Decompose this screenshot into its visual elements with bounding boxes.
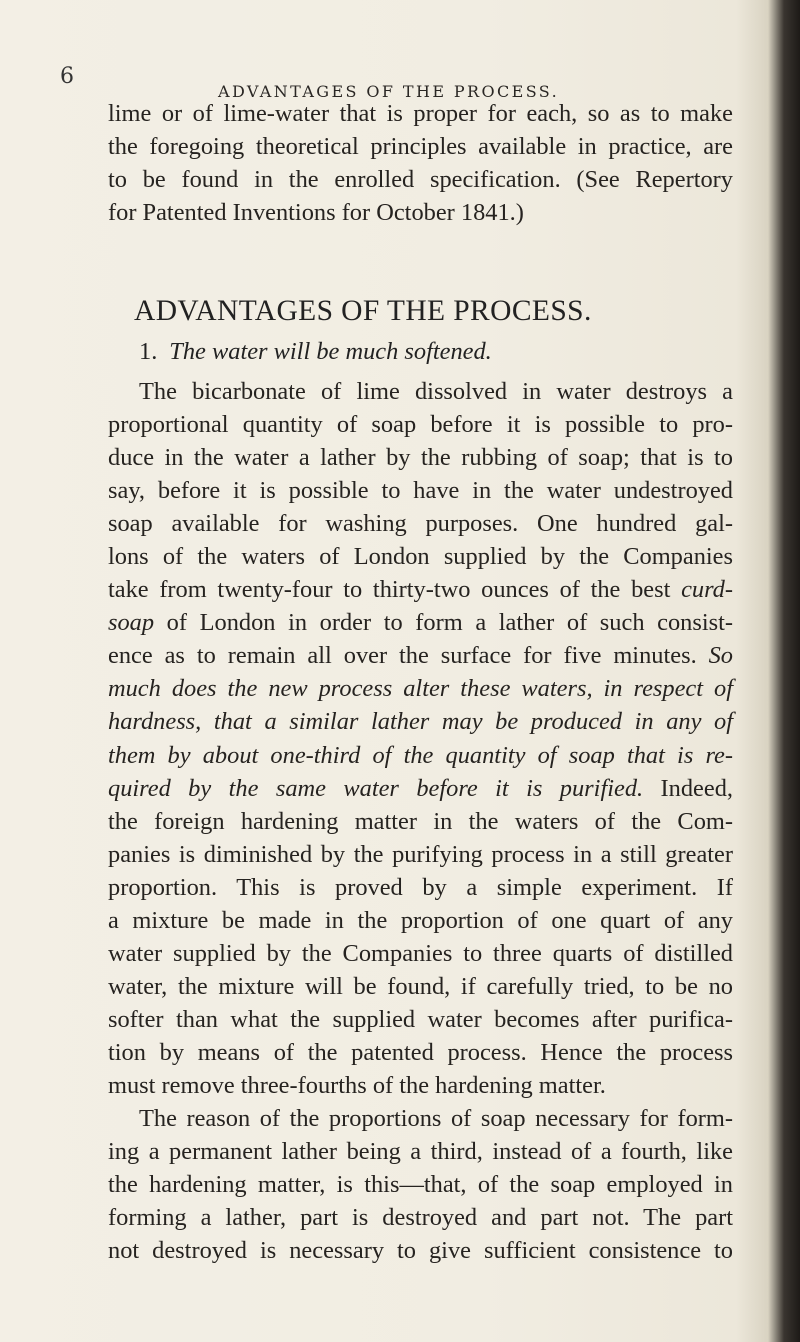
text-segment: a mixture be made in the proportion of one quart of any [108,906,733,934]
subheading-number: 1. [139,338,158,365]
text-segment: of London in order to form a lather of such consist- [154,609,733,637]
text-segment: Indeed, [643,774,733,802]
text-segment: water, the mixture will be found, if carefully tried, to be no [108,972,733,1000]
text-segment: softer than what the supplied water becomes after purifica- [108,1005,733,1033]
text-line [108,871,733,904]
intro-paragraph [108,97,733,229]
text-segment: proportional quantity of soap before it is possible to pro- [108,411,733,439]
italic-text: much does the new process alter these waters, in respect of [108,675,733,703]
text-segment: The reason of the proportions of soap necessary for form- [139,1105,733,1133]
text-line [108,672,733,705]
text-segment: forming a lather, part is destroyed and part not. The part [108,1204,733,1232]
italic-text: quired by the same water before it is purified. [108,774,644,802]
italic-text: curd- [681,576,733,604]
text-line: to be found in the enrolled specification. (See Repertory [108,166,733,194]
text-line [108,772,733,805]
text-line [108,805,733,838]
text-line [108,739,733,772]
text-segment: lons of the waters of London supplied by the Companies [108,543,733,571]
text-line [108,1069,733,1102]
text-line: for Patented Inventions for October 1841.) [108,199,524,227]
text-line [108,474,733,507]
text-line [108,639,733,672]
italic-text: soap [108,609,155,637]
text-line [108,1003,733,1036]
text-line: lime or of lime-water that is proper for each, so as to make [108,100,733,127]
text-line [108,507,733,540]
text-line [108,1135,733,1168]
text-segment: not destroyed is necessary to give sufficient consistence to [108,1237,733,1265]
text-line [108,1036,733,1069]
text-line [108,540,733,573]
text-segment: panies is diminished by the purifying process in a still greater [108,840,733,868]
italic-text: them by about one-third of the quantity of soap that is re- [108,741,733,769]
text-segment: The bicarbonate of lime dissolved in water destroys a [139,378,733,405]
text-line [108,705,733,738]
text-segment: ing a permanent lather being a third, instead of a fourth, like [108,1138,733,1166]
running-head: ADVANTAGES OF THE PROCESS. [218,82,560,101]
page-number: 6 [60,64,74,89]
text-line [108,838,733,871]
text-segment: say, before it is possible to have in the water undestroyed [108,477,733,505]
text-line [108,904,733,937]
text-line [108,937,733,970]
text-segment: soap available for washing purposes. One hundred gal- [108,510,733,538]
text-line [108,1201,733,1234]
text-line [108,970,733,1003]
text-segment: ence as to remain all over the surface for five minutes. [108,642,709,670]
text-segment: the foreign hardening matter in the waters of the Com- [108,807,733,835]
text-line [108,375,733,408]
text-line [108,606,733,639]
subheading [139,337,492,366]
italic-text: So [708,642,733,670]
subheading-text: The water will be much softened. [169,338,492,365]
body-text [108,375,733,1267]
text-line [108,408,733,441]
text-line [108,1102,733,1135]
text-segment: take from twenty-four to thirty-two ounces of the best [108,576,682,604]
section-title: ADVANTAGES OF THE PROCESS. [134,295,592,327]
italic-text: hardness, that a similar lather may be produced in any of [108,708,733,736]
text-segment: the hardening matter, is this—that, of the soap employed in [108,1171,733,1199]
text-segment: duce in the water a lather by the rubbing of soap; that is to [108,444,733,472]
text-line [108,1168,733,1201]
text-segment: must remove three-fourths of the hardening matter. [108,1071,606,1099]
text-line: the foregoing theoretical principles available in practice, are [108,133,733,161]
text-segment: proportion. This is proved by a simple experiment. If [108,873,733,901]
text-line [108,1234,733,1267]
text-line [108,441,733,474]
text-segment: tion by means of the patented process. Hence the process [108,1038,733,1066]
text-line [108,573,733,606]
text-segment: water supplied by the Companies to three quarts of distilled [108,939,733,967]
